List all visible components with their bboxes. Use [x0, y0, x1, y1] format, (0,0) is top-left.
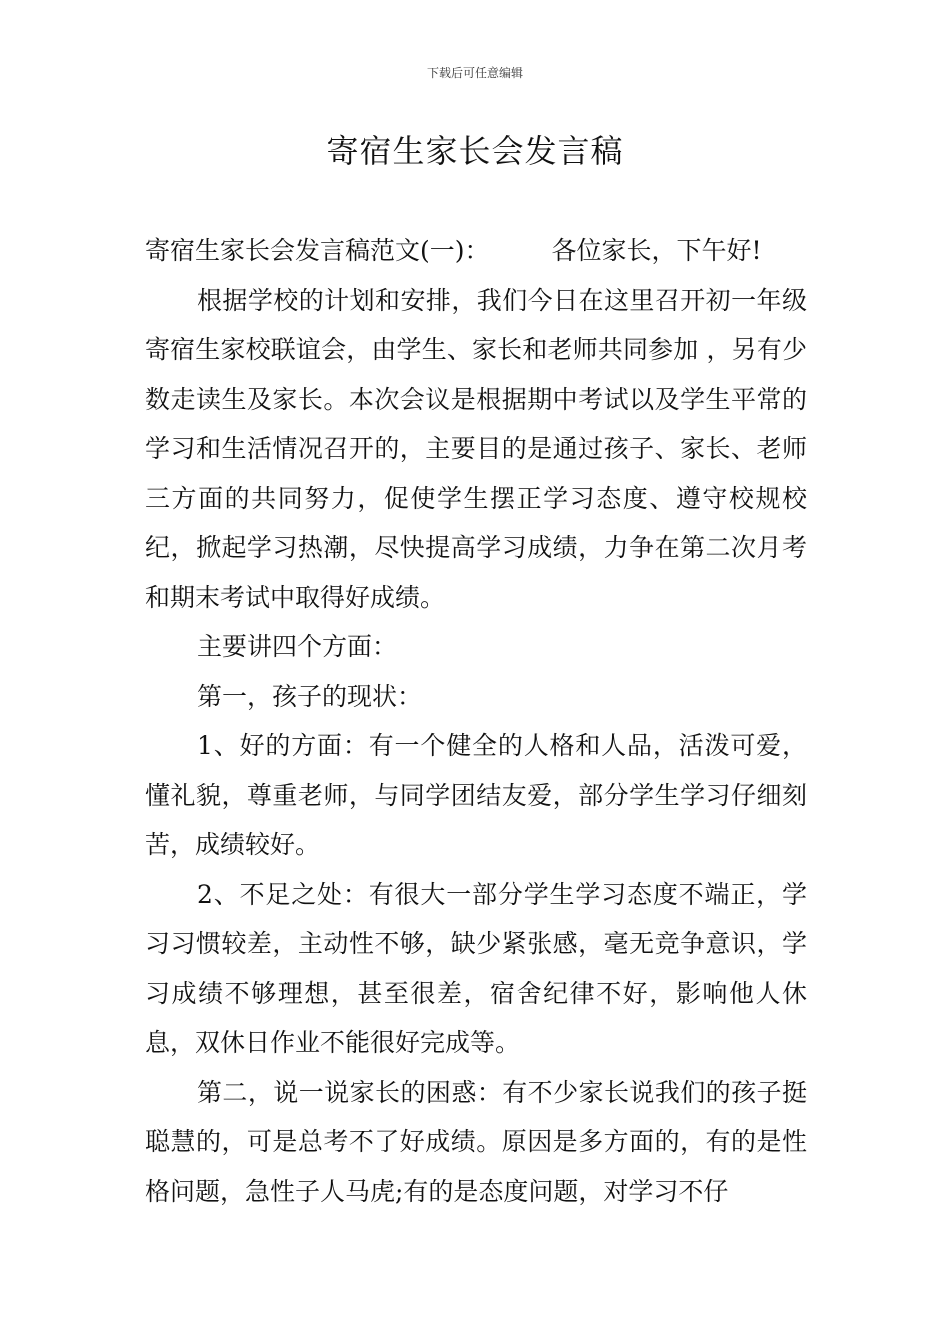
paragraph-four-aspects: 主要讲四个方面：: [197, 632, 398, 661]
paragraph-parent-confusion: 第二，说一说家长的困惑：有不少家长说我们的孩子挺聪慧的，可是总考不了好成绩。原因是多方面的，有的是性格问题，急性子人马虎;有的是态度问题，对学习不仔: [145, 1077, 807, 1206]
greeting-text: 各位家长，下午好!: [551, 236, 762, 265]
header-note: 下载后可任意编辑: [426, 66, 523, 80]
intro-line: [145, 226, 807, 276]
paragraph-shortcomings: 2、不足之处：有很大一部分学生学习态度不端正，学习习惯较差，主动性不够，缺少紧张感，毫无竞争意识，学习成绩不够理想，甚至很差，宿舍纪律不好，影响他人休息，双休日作业不能很好完成等。: [145, 879, 807, 1057]
document-body: [145, 226, 807, 1216]
paragraph-good-aspects: 1、好的方面：有一个健全的人格和人品，活泼可爱，懂礼貌，尊重老师，与同学团结友爱，部分学生学习仔细刻苦，成绩较好。: [145, 731, 807, 859]
document-title: 寄宿生家长会发言稿: [326, 132, 624, 170]
paragraph-first-heading: 第一，孩子的现状：: [197, 681, 423, 711]
paragraph-plan: 根据学校的计划和安排，我们今日在这里召开初一年级寄宿生家校联谊会，由学生、家长和老师共同参加 ，另有少数走读生及家长。本次会议是根据期中考试以及学生平常的学习和生活情况召开的，主要目的是通过孩子、家长、老师三方面的共同努力，促使学生摆正学习态度、遵守校规校纪，掀起学习热潮，尽快提高学习成绩，力争在第二次月考和期末考试中取得好成绩。: [145, 285, 807, 612]
intro-label: 寄宿生家长会发言稿范文(一)：: [145, 236, 490, 265]
